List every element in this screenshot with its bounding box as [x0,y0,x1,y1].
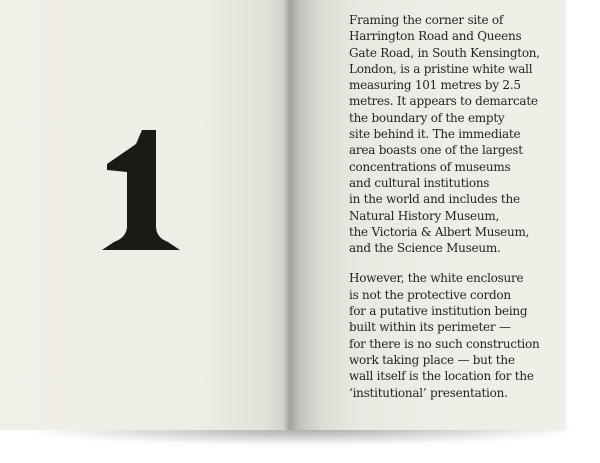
paragraph-2 [349,270,561,400]
text-line: metres. It appears to demarcate [349,94,538,109]
text-line: area boasts one of the largest [349,143,523,158]
text-line: work taking place — but the [349,352,515,367]
body-text [349,12,561,415]
text-line: ‘institutional’ presentation. [349,385,508,400]
text-line: for there is no such construction [349,336,540,351]
text-line: Natural History Museum, [349,208,500,223]
chapter-numeral-glyph [102,130,180,250]
text-line: in the world and includes the [349,192,520,207]
text-line: for a putative institution being [349,304,528,319]
text-line: measuring 101 metres by 2.5 [349,78,521,93]
text-line: and cultural institutions [349,175,490,190]
text-line: Harrington Road and Queens [349,29,522,44]
text-line: the boundary of the empty [349,110,505,125]
text-line: is not the protective cordon [349,287,511,302]
text-line: London, is a pristine white wall [349,61,533,76]
text-line: Gate Road, in South Kensington, [349,45,540,60]
chapter-numeral [102,130,182,252]
paragraph-1 [349,12,561,256]
text-line: site behind it. The immediate [349,127,521,142]
text-line: and the Science Museum. [349,241,501,256]
text-line: concentrations of museums [349,159,511,174]
text-line: However, the white enclosure [349,271,524,286]
text-line: built within its perimeter — [349,320,511,335]
text-line: the Victoria & Albert Museum, [349,224,530,239]
left-page [0,0,289,430]
text-line: wall itself is the location for the [349,369,534,384]
text-line: Framing the corner site of [349,13,504,27]
